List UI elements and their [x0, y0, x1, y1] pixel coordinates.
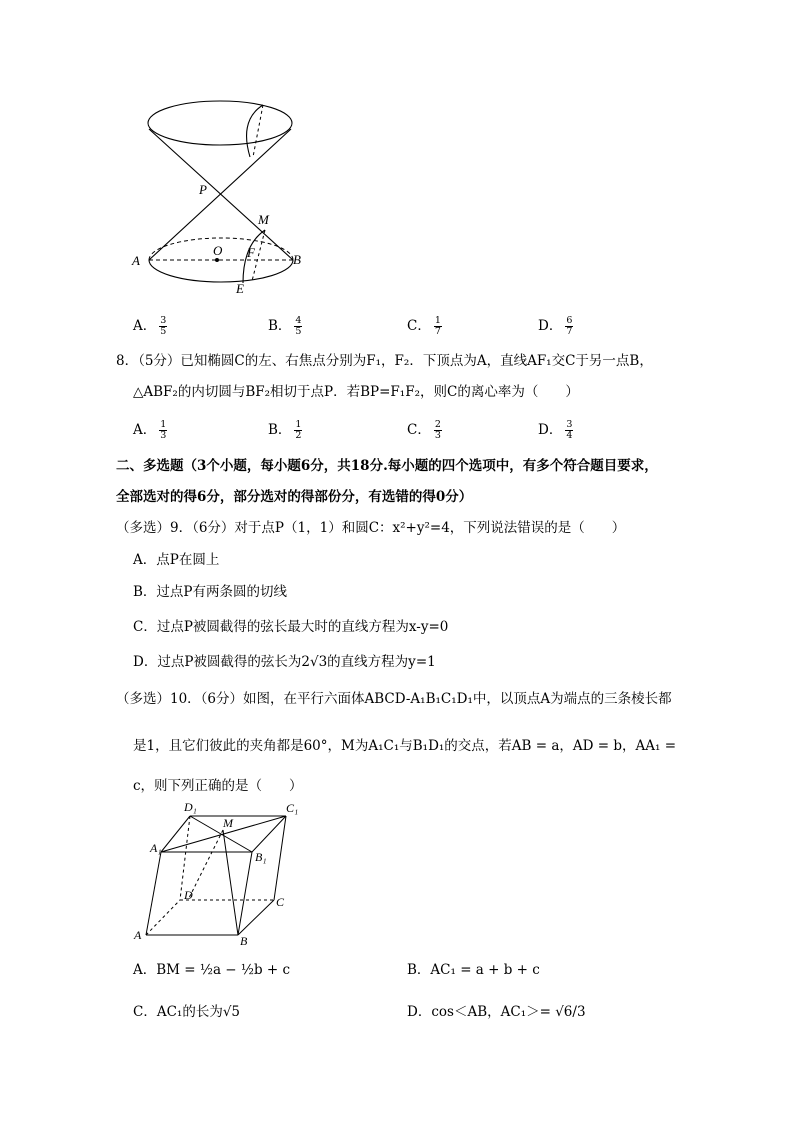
parallelepiped-figure — [128, 800, 308, 950]
label-A2: A — [134, 928, 142, 942]
label-A1: A₁ — [150, 841, 162, 855]
label-B2: B — [240, 934, 248, 948]
label-D: D — [184, 888, 193, 902]
label-D1: D₁ — [184, 800, 197, 814]
q10-option-a[interactable]: A．BM = ½a − ½b + c — [133, 962, 291, 978]
q10-option-c[interactable]: C．AC₁的长为√5 — [133, 1004, 241, 1020]
q7-option-d[interactable]: D． $\frac{6}{7}$ — [538, 315, 573, 337]
q8-option-c[interactable]: C． $\frac{2}{3}$ — [407, 419, 441, 441]
q9-option-d[interactable]: D．过点P被圆截得的弦长为2√3的直线方程为y=1 — [133, 654, 436, 670]
q8-option-d[interactable]: D． $\frac{3}{4}$ — [538, 419, 573, 441]
label-C: C — [276, 895, 285, 909]
q9-stem: （多选）9．（6分）对于点P（1，1）和圆C：x²+y²=4，下列说法错误的是（ ） — [116, 520, 626, 536]
label-F: F — [247, 245, 255, 260]
section2-header-line1: 二、多选题（3个小题，每小题6分，共18分.每小题的四个选项中，有多个符合题目要求， — [116, 458, 658, 474]
q8-stem-line2: △ABF₂的内切圆与BF₂相切于点P．若BP=F₁F₂，则C的离心率为（ ） — [133, 384, 579, 400]
q8-option-b[interactable]: B． $\frac{1}{2}$ — [268, 419, 302, 441]
q10-option-b[interactable]: B．AC₁ = a + b + c — [407, 962, 540, 978]
q8-stem-line1: 8．（5分）已知椭圆C的左、右焦点分别为F₁，F₂．下顶点为A，直线AF₁交C于另一点B， — [116, 353, 653, 369]
q10-stem-line1: （多选）10．（6分）如图，在平行六面体ABCD-A₁B₁C₁D₁中，以顶点A为端点的三条棱长都 — [116, 691, 672, 707]
q7-option-a[interactable]: A． $\frac{3}{5}$ — [133, 315, 167, 337]
q10-stem-line2: 是1，且它们彼此的夹角都是60°，M为A₁C₁与B₁D₁的交点，若AB = a，AD = b，AA₁ = — [133, 738, 677, 754]
label-M2: M — [223, 816, 233, 830]
label-E: E — [236, 281, 244, 296]
q8-option-a[interactable]: A． $\frac{1}{3}$ — [133, 419, 167, 441]
q9-option-c[interactable]: C．过点P被圆截得的弦长最大时的直线方程为x-y=0 — [133, 619, 449, 635]
label-P: P — [199, 182, 207, 197]
label-O: O — [213, 243, 223, 258]
q10-option-d[interactable]: D．cos＜AB，AC₁＞= √6/3 — [407, 1004, 586, 1020]
label-B1: B₁ — [255, 850, 267, 864]
q10-stem-line3: c，则下列正确的是（ ） — [133, 778, 303, 794]
label-M: M — [258, 212, 269, 227]
q9-option-b[interactable]: B．过点P有两条圆的切线 — [133, 584, 288, 600]
label-A: A — [132, 253, 140, 268]
label-B: B — [293, 252, 301, 267]
q7-option-b[interactable]: B． $\frac{4}{5}$ — [268, 315, 302, 337]
double-cone-figure — [125, 95, 315, 305]
q9-option-a[interactable]: A．点P在圆上 — [133, 552, 220, 568]
q7-option-c[interactable]: C． $\frac{1}{7}$ — [407, 315, 441, 337]
section2-header-line2: 全部选对的得6分，部分选对的得部份分，有选错的得0分） — [116, 489, 473, 505]
label-C1: C₁ — [286, 801, 299, 815]
